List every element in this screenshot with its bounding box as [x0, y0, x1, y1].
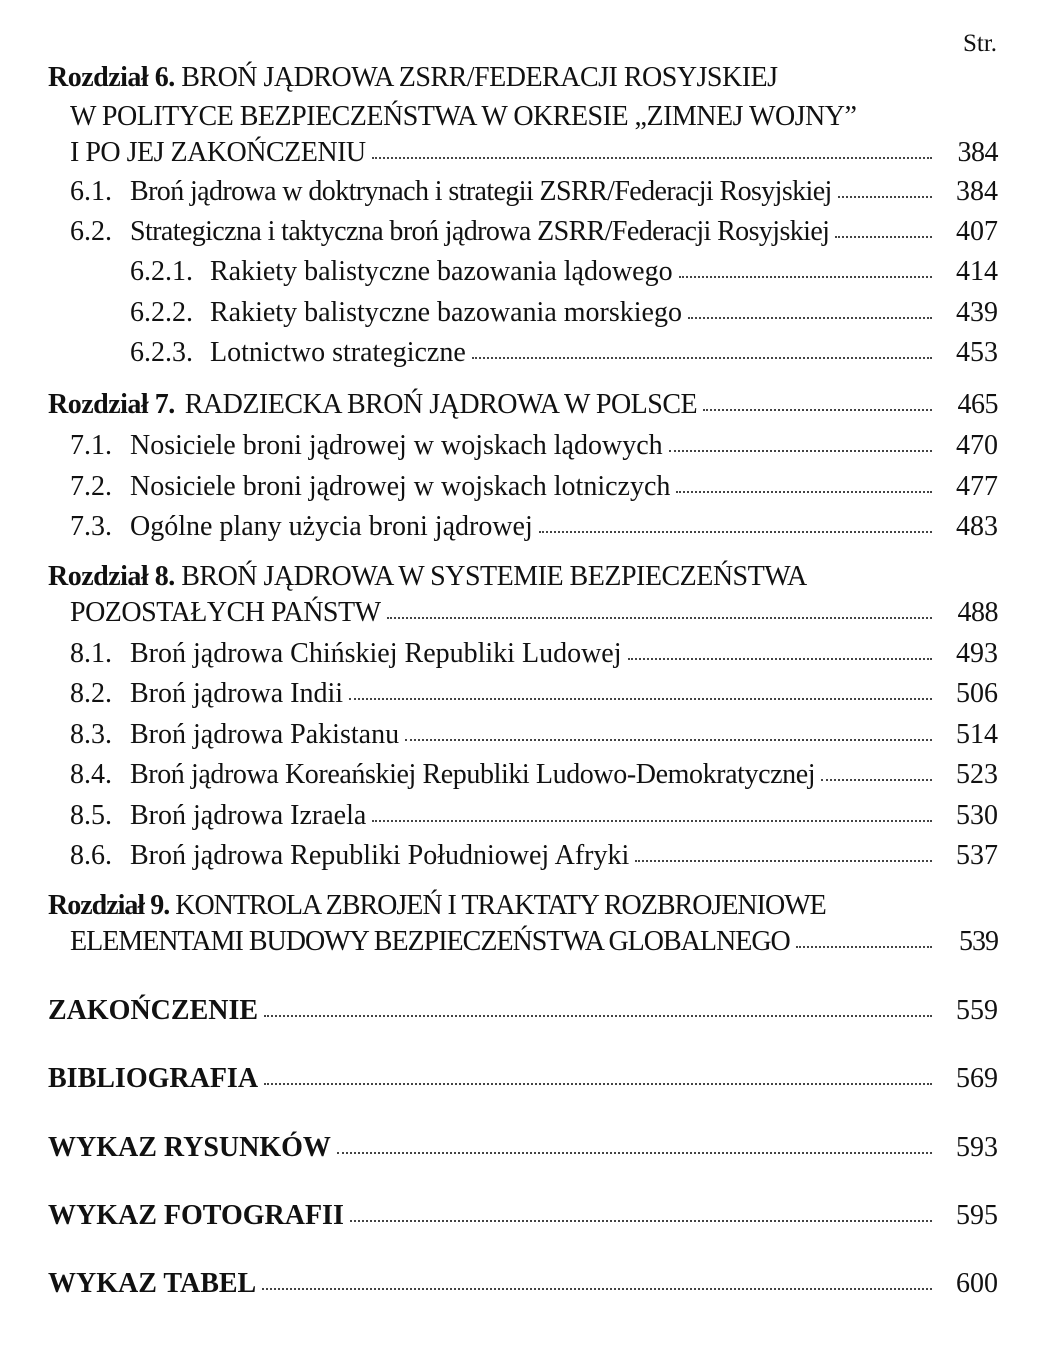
section-title: Broń jądrowa Izraela [130, 800, 367, 831]
section-number: 8.3. [70, 719, 112, 750]
section-number: 8.5. [70, 800, 112, 831]
toc-entry-8-4[interactable] [70, 759, 998, 791]
toc-entry-8-6[interactable] [70, 840, 998, 872]
page-number: 477 [956, 471, 998, 502]
chapter-8-label: Rozdział 8. [48, 561, 175, 592]
page-number: 483 [956, 511, 998, 542]
page-number: 595 [956, 1200, 998, 1231]
section-title: WYKAZ RYSUNKÓW [48, 1132, 331, 1163]
chapter-9-heading [48, 890, 826, 922]
section-title: Broń jądrowa Republiki Południowej Afryki [130, 840, 630, 871]
section-number: 6.2.1. [130, 256, 193, 287]
toc-entry-8-3[interactable] [70, 719, 998, 751]
dot-leader [372, 157, 932, 159]
section-title: Broń jądrowa Indii [130, 678, 344, 709]
section-title: Strategiczna i taktyczna broń jądrowa ZSRR/Federacji Rosyjskiej [130, 216, 830, 247]
dot-leader [387, 617, 932, 619]
page-number: 600 [956, 1268, 998, 1299]
page-number: 530 [956, 800, 998, 831]
section-number: 8.4. [70, 759, 112, 790]
page-number: 537 [956, 840, 998, 871]
page-number: 539 [959, 926, 998, 957]
dot-leader [628, 658, 933, 660]
chapter-8-title-line-2: POZOSTAŁYCH PAŃSTW [70, 597, 381, 628]
dot-leader [838, 196, 932, 198]
toc-entry-7-2[interactable] [70, 471, 998, 503]
toc-entry-chapter-9[interactable] [70, 926, 998, 958]
page-number: 514 [956, 719, 998, 750]
toc-entry-wykaz-rysunkow[interactable] [48, 1132, 998, 1164]
toc-entry-wykaz-fotografii[interactable] [48, 1200, 998, 1232]
page-number: 470 [956, 430, 998, 461]
chapter-9-title-line-2: ELEMENTAMI BUDOWY BEZPIECZEŃSTWA GLOBALNEGO [70, 926, 790, 957]
page-number: 384 [957, 137, 998, 168]
page-number: 488 [957, 597, 998, 628]
page-number: 407 [956, 216, 998, 247]
page-number: 523 [956, 759, 998, 790]
section-title: WYKAZ TABEL [48, 1268, 257, 1299]
section-title: Broń jądrowa Pakistanu [130, 719, 400, 750]
page-number: 559 [956, 995, 998, 1026]
section-number: 8.2. [70, 678, 112, 709]
dot-leader [679, 276, 932, 278]
toc-entry-6-2-2[interactable] [130, 297, 998, 329]
page-number: 384 [956, 176, 998, 207]
page-number: 465 [957, 389, 998, 420]
dot-leader [337, 1152, 932, 1154]
dot-leader [262, 1288, 932, 1290]
chapter-6-heading [48, 62, 778, 94]
section-title: Broń jądrowa Chińskiej Republiki Ludowej [130, 638, 622, 669]
toc-entry-8-2[interactable] [70, 678, 998, 710]
page-column-header: Str. [963, 30, 998, 57]
toc-entry-8-5[interactable] [70, 800, 998, 832]
section-number: 6.2. [70, 216, 112, 247]
dot-leader [635, 860, 932, 862]
toc-entry-7-1[interactable] [70, 430, 998, 462]
toc-entry-8-1[interactable] [70, 638, 998, 670]
chapter-6-title-line-3: I PO JEJ ZAKOŃCZENIU [70, 137, 366, 168]
section-title: WYKAZ FOTOGRAFII [48, 1200, 344, 1231]
toc-entry-6-2[interactable] [70, 216, 998, 248]
dot-leader [472, 357, 932, 359]
section-number: 7.1. [70, 430, 112, 461]
section-title: Lotnictwo strategiczne [210, 337, 466, 368]
chapter-9-label: Rozdział 9. [48, 890, 170, 921]
dot-leader [703, 409, 932, 411]
dot-leader [350, 1220, 932, 1222]
dot-leader [539, 531, 932, 533]
section-number: 7.2. [70, 471, 112, 502]
chapter-8-heading [48, 561, 807, 593]
page-number: 453 [956, 337, 998, 368]
dot-leader [676, 491, 932, 493]
toc-entry-wykaz-tabel[interactable] [48, 1268, 998, 1300]
dot-leader [349, 698, 932, 700]
chapter-6-title-line-2: W POLITYCE BEZPIECZEŃSTWA W OKRESIE „ZIMNEJ WOJNY” [70, 101, 857, 132]
toc-entry-chapter-7[interactable] [48, 389, 998, 421]
dot-leader [669, 450, 932, 452]
page-number: 593 [956, 1132, 998, 1163]
toc-entry-chapter-8[interactable] [70, 597, 998, 629]
page-number: 569 [956, 1063, 998, 1094]
chapter-7-title: RADZIECKA BROŃ JĄDROWA W POLSCE [184, 389, 698, 420]
section-title: Nosiciele broni jądrowej w wojskach lądowych [130, 430, 663, 461]
chapter-6-title-line-1: BROŃ JĄDROWA ZSRR/FEDERACJI ROSYJSKIEJ [181, 62, 778, 93]
section-title: Ogólne plany użycia broni jądrowej [130, 511, 533, 542]
section-title: Broń jądrowa Koreańskiej Republiki Ludowo-Demokratycznej [130, 759, 816, 790]
toc-entry-6-1[interactable] [70, 176, 998, 208]
toc-entry-bibliografia[interactable] [48, 1063, 998, 1095]
toc-entry-6-2-1[interactable] [130, 256, 998, 288]
dot-leader [796, 946, 932, 948]
chapter-7-label: Rozdział 7. [48, 389, 175, 420]
section-title: Rakiety balistyczne bazowania lądowego [210, 256, 673, 287]
dot-leader [835, 236, 932, 238]
section-number: 8.1. [70, 638, 112, 669]
chapter-6-label: Rozdział 6. [48, 62, 175, 93]
section-title: Nosiciele broni jądrowej w wojskach lotniczych [130, 471, 671, 502]
page-number: 439 [956, 297, 998, 328]
dot-leader [405, 739, 932, 741]
section-title: ZAKOŃCZENIE [48, 995, 259, 1026]
section-title: BIBLIOGRAFIA [48, 1063, 259, 1094]
toc-entry-7-3[interactable] [70, 511, 998, 543]
dot-leader [821, 779, 932, 781]
dot-leader [688, 317, 932, 319]
page-number: 493 [956, 638, 998, 669]
section-title: Rakiety balistyczne bazowania morskiego [210, 297, 682, 328]
section-title: Broń jądrowa w doktrynach i strategii ZSRR/Federacji Rosyjskiej [130, 176, 832, 207]
toc-entry-zakonczenie[interactable] [48, 995, 998, 1027]
chapter-9-title-line-1: KONTROLA ZBROJEŃ I TRAKTATY ROZBROJENIOWE [175, 890, 826, 921]
dot-leader [372, 820, 932, 822]
section-number: 6.2.3. [130, 337, 193, 368]
dot-leader [264, 1083, 932, 1085]
dot-leader [264, 1015, 932, 1017]
section-number: 6.2.2. [130, 297, 193, 328]
section-number: 7.3. [70, 511, 112, 542]
chapter-8-title-line-1: BROŃ JĄDROWA W SYSTEMIE BEZPIECZEŃSTWA [181, 561, 807, 592]
page-number: 414 [956, 256, 998, 287]
section-number: 6.1. [70, 176, 112, 207]
section-number: 8.6. [70, 840, 112, 871]
toc-entry-6-2-3[interactable] [130, 337, 998, 369]
toc-entry-chapter-6[interactable] [70, 137, 998, 169]
page-number: 506 [956, 678, 998, 709]
